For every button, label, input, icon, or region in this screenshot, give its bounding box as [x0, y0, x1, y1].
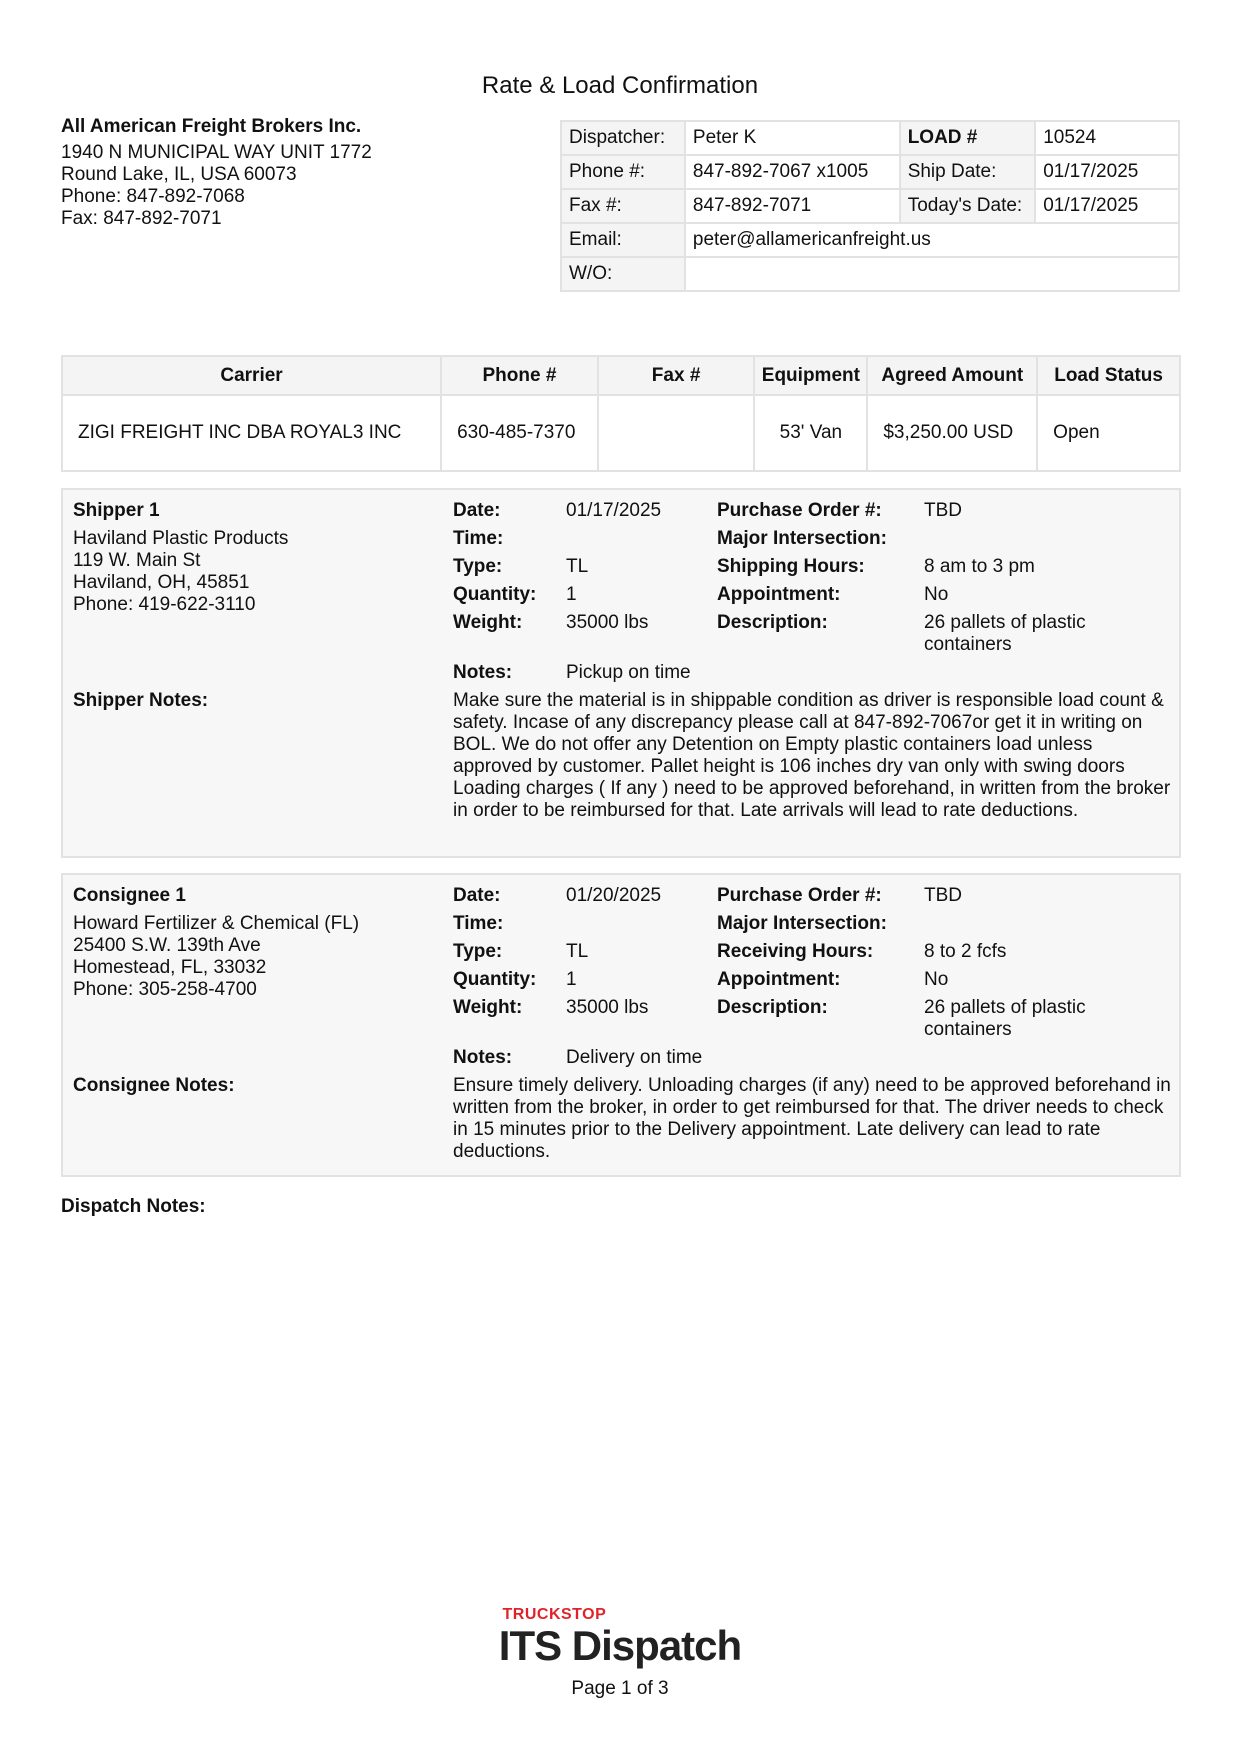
consignee-description-value: 26 pallets of plastic containers: [924, 997, 1086, 1040]
shipper-quantity-label: Quantity:: [453, 584, 537, 605]
shipper-description-label: Description:: [717, 612, 828, 633]
shipper-hours-value: 8 am to 3 pm: [924, 556, 1035, 577]
dispatcher-fax-label: Fax #:: [561, 189, 685, 223]
consignee-type-value: TL: [566, 941, 589, 962]
dispatch-notes-label: Dispatch Notes:: [61, 1196, 206, 1217]
consignee-city: Homestead, FL, 33032: [73, 957, 267, 978]
consignee-hours-label: Receiving Hours:: [717, 941, 874, 962]
todays-date-label: Today's Date:: [900, 189, 1036, 223]
agreed-amount-header: Agreed Amount: [867, 356, 1037, 395]
carrier-name: ZIGI FREIGHT INC DBA ROYAL3 INC: [62, 395, 441, 471]
carrier-fax: [598, 395, 755, 471]
shipper-type-label: Type:: [453, 556, 503, 577]
dispatcher-phone-value: 847-892-7067 x1005: [685, 155, 900, 189]
broker-company-name: All American Freight Brokers Inc.: [61, 116, 362, 137]
ship-date-value: 01/17/2025: [1035, 155, 1179, 189]
shipper-notes-label: Notes:: [453, 662, 513, 683]
consignee-hours-value: 8 to 2 fcfs: [924, 941, 1007, 962]
shipper-quantity-value: 1: [566, 584, 577, 605]
load-status: Open: [1037, 395, 1180, 471]
consignee-appointment-value: No: [924, 969, 949, 990]
load-number-label: LOAD #: [900, 121, 1036, 155]
shipper-stop-notes-text: Make sure the material is in shippable condition as driver is responsible load count & safety. Incase of any discrepancy please call at 847-892-7067or get it in writing on BOL. We do not offer any Detention on Empty plastic containers load unless approved by customer. Pallet height is 106 inches dry van only with swing doors Loading charges ( If any ) need to be approved beforehand, in written from the broker in order to be reimbursed for that. Late arrivals will lead to rate deductions.: [453, 690, 1171, 821]
carrier-phone: 630-485-7370: [441, 395, 598, 471]
consignee-stop-notes-label: Consignee Notes:: [73, 1075, 235, 1096]
consignee-po-value: TBD: [924, 885, 962, 906]
dispatcher-value: Peter K: [685, 121, 900, 155]
equipment: 53' Van: [754, 395, 867, 471]
consignee-name: Howard Fertilizer & Chemical (FL): [73, 913, 360, 934]
dispatcher-info-table: [560, 120, 1180, 292]
shipper-stop-notes-label: Shipper Notes:: [73, 690, 209, 711]
consignee-date-value: 01/20/2025: [566, 885, 662, 906]
consignee-quantity-label: Quantity:: [453, 969, 537, 990]
dispatcher-label: Dispatcher:: [561, 121, 685, 155]
equipment-header: Equipment: [754, 356, 867, 395]
todays-date-value: 01/17/2025: [1035, 189, 1179, 223]
table-row: [62, 395, 1180, 471]
shipper-notes-value: Pickup on time: [566, 662, 691, 683]
consignee-weight-label: Weight:: [453, 997, 523, 1018]
shipper-hours-label: Shipping Hours:: [717, 556, 865, 577]
shipper-appointment-label: Appointment:: [717, 584, 841, 605]
carrier-fax-header: Fax #: [598, 356, 755, 395]
work-order-value: [685, 257, 1179, 291]
agreed-amount: $3,250.00 USD: [867, 395, 1037, 471]
consignee-appointment-label: Appointment:: [717, 969, 841, 990]
carrier-phone-header: Phone #: [441, 356, 598, 395]
consignee-po-label: Purchase Order #:: [717, 885, 882, 906]
load-status-header: Load Status: [1037, 356, 1180, 395]
its-dispatch-logo-text: ITS Dispatch: [498, 1622, 742, 1669]
consignee-notes-value: Delivery on time: [566, 1047, 703, 1068]
consignee-quantity-value: 1: [566, 969, 577, 990]
shipper-appointment-value: No: [924, 584, 949, 605]
consignee-stop-notes-text: Ensure timely delivery. Unloading charges (if any) need to be approved beforehand in written from the broker, in order to get reimbursed for that. The driver needs to check in 15 minutes prior to the Delivery appointment. Late delivery can lead to rate deductions.: [453, 1075, 1171, 1162]
shipper-po-value: TBD: [924, 500, 962, 521]
consignee-phone: Phone: 305-258-4700: [73, 979, 257, 1000]
page-title: Rate & Load Confirmation: [481, 72, 759, 99]
consignee-heading: Consignee 1: [73, 885, 186, 906]
dispatcher-fax-value: 847-892-7071: [685, 189, 900, 223]
broker-company-block: [61, 116, 372, 230]
shipper-description-value: 26 pallets of plastic containers: [924, 612, 1086, 655]
shipper-po-label: Purchase Order #:: [717, 500, 882, 521]
page-number: Page 1 of 3: [571, 1678, 669, 1699]
broker-phone: Phone: 847-892-7068: [61, 186, 245, 207]
shipper-type-value: TL: [566, 556, 589, 577]
shipper-intersection-label: Major Intersection:: [717, 528, 887, 549]
consignee-time-label: Time:: [453, 913, 504, 934]
shipper-time-label: Time:: [453, 528, 504, 549]
load-number-value: 10524: [1035, 121, 1179, 155]
carrier-table: [61, 355, 1181, 472]
dispatcher-email-label: Email:: [561, 223, 685, 257]
consignee-street: 25400 S.W. 139th Ave: [73, 935, 261, 956]
broker-address-line2: Round Lake, IL, USA 60073: [61, 164, 297, 185]
ship-date-label: Ship Date:: [900, 155, 1036, 189]
dispatcher-email-value: peter@allamericanfreight.us: [685, 223, 1179, 257]
consignee-section: [61, 873, 1181, 1177]
consignee-weight-value: 35000 lbs: [566, 997, 649, 1018]
consignee-type-label: Type:: [453, 941, 503, 962]
shipper-phone: Phone: 419-622-3110: [73, 594, 256, 615]
truckstop-logo-text: TRUCKSTOP: [502, 1606, 607, 1623]
shipper-weight-label: Weight:: [453, 612, 523, 633]
shipper-date-value: 01/17/2025: [566, 500, 662, 521]
work-order-label: W/O:: [561, 257, 685, 291]
shipper-name: Haviland Plastic Products: [73, 528, 289, 549]
shipper-city: Haviland, OH, 45851: [73, 572, 250, 593]
broker-fax: Fax: 847-892-7071: [61, 208, 222, 229]
shipper-weight-value: 35000 lbs: [566, 612, 649, 633]
carrier-header: Carrier: [62, 356, 441, 395]
consignee-date-label: Date:: [453, 885, 501, 906]
shipper-date-label: Date:: [453, 500, 501, 521]
shipper-heading: Shipper 1: [73, 500, 160, 521]
footer: [0, 1606, 1240, 1700]
consignee-notes-label: Notes:: [453, 1047, 513, 1068]
dispatcher-phone-label: Phone #:: [561, 155, 685, 189]
consignee-description-label: Description:: [717, 997, 828, 1018]
shipper-section: [61, 488, 1181, 858]
broker-address-line1: 1940 N MUNICIPAL WAY UNIT 1772: [61, 142, 372, 163]
consignee-intersection-label: Major Intersection:: [717, 913, 887, 934]
shipper-street: 119 W. Main St: [73, 550, 201, 571]
